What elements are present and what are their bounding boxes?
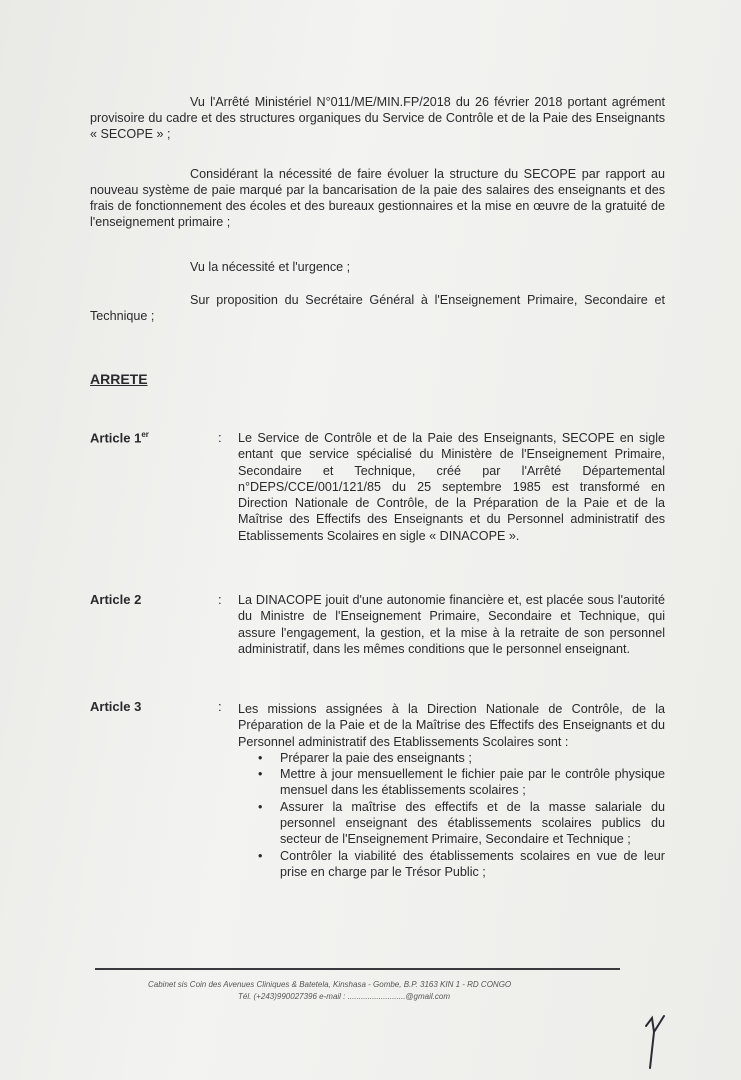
initials-signature: [640, 1010, 680, 1070]
article-1-colon: :: [218, 430, 222, 445]
preamble-paragraph-1: Vu l'Arrêté Ministériel N°011/ME/MIN.FP/2018 du 26 février 2018 portant agrément provisoire du cadre et des structures organiques du Service de Contrôle et de la Paie des Enseignants « SECOPE » ;: [90, 95, 665, 141]
mission-item: • Assurer la maîtrise des effectifs et de la masse salariale du personnel enseignant des établissements scolaires publics du secteur de l'Enseignement Primaire, Secondaire et Technique ;: [238, 799, 665, 848]
article-1-label: [90, 430, 149, 445]
preamble-paragraph-2: Considérant la nécessité de faire évoluer la structure du SECOPE par rapport au nouveau système de paie marqué par la bancarisation de la paie des salaires des enseignants et des frais de fonctionnement des écoles et des bureaux gestionnaires et la mise en œuvre de la gratuité de l'enseignement primaire ;: [90, 167, 665, 229]
article-3-colon: :: [218, 699, 222, 714]
footer-address: Cabinet sis Coin des Avenues Cliniques & Batetela, Kinshasa - Gombe, B.P. 3163 KIN 1 - RD CONGO: [148, 980, 512, 989]
preamble-paragraph-3: Vu la nécessité et l'urgence ;: [190, 260, 351, 274]
article-3-body: [238, 701, 665, 880]
article-1-text: Le Service de Contrôle et de la Paie des Enseignants, SECOPE en sigle entant que service spécialisé du Ministère de l'Enseignement Primaire, Secondaire et Technique, créé par l'Arrêté Départemental n°DEPS/CCE/001/121/85 du 25 septembre 1985 est transformé en Direction Nationale de Contrôle, de la Préparation de la Paie et de la Maîtrise des Effectifs des Enseignants et du Personnel administratif des Etablissements Scolaires en sigle « DINACOPE ».: [238, 431, 665, 543]
preamble-paragraph-4: Sur proposition du Secrétaire Général à l'Enseignement Primaire, Secondaire et Technique ;: [90, 293, 665, 323]
mission-item: • Préparer la paie des enseignants ;: [238, 750, 665, 766]
article-3-mission-list: [238, 750, 665, 880]
article-3-intro: Les missions assignées à la Direction Nationale de Contrôle, de la Préparation de la Paie et de la Maîtrise des Effectifs des Enseignants et du Personnel administratif des Etablissements Scolaires sont :: [238, 702, 665, 749]
article-3-label: Article 3: [90, 699, 142, 714]
mission-item: • Contrôler la viabilité des établissements scolaires en vue de leur prise en charge par le Trésor Public ;: [238, 848, 665, 881]
footer-divider: [95, 968, 620, 970]
decree-heading: ARRETE: [90, 371, 148, 387]
article-2-text: La DINACOPE jouit d'une autonomie financière et, est placée sous l'autorité du Ministre de l'Enseignement Primaire, Secondaire et Technique, qui assure l'engagement, la gestion, et la mise à la retraite de son personnel administratif, dans les mêmes conditions que le personnel enseignant.: [238, 593, 665, 656]
mission-item: • Mettre à jour mensuellement le fichier paie par le contrôle physique mensuel dans les établissements scolaires ;: [238, 766, 665, 799]
article-2-label: Article 2: [90, 592, 142, 607]
article-2-colon: :: [218, 592, 222, 607]
article-1-label-superscript: er: [141, 430, 149, 439]
footer-contact: Tél. (+243)990027396 e-mail : ..........................@gmail.com: [238, 992, 450, 1001]
article-1-label-text: Article 1: [90, 430, 142, 446]
